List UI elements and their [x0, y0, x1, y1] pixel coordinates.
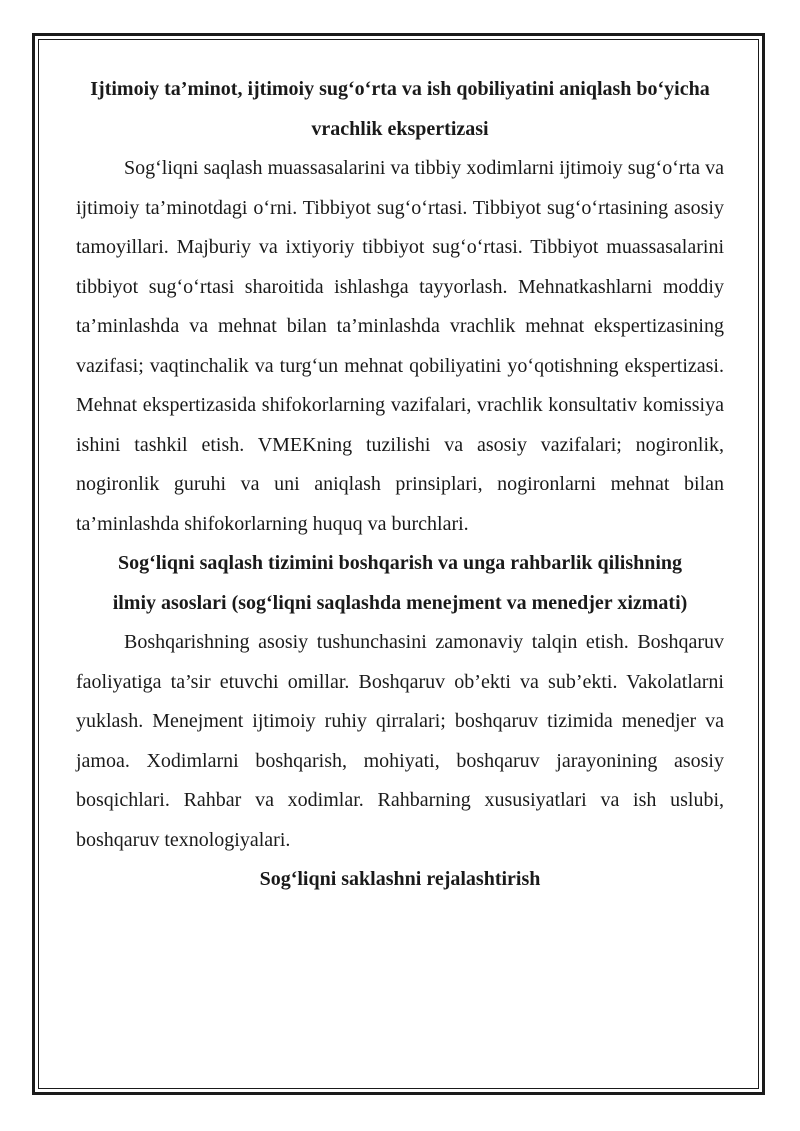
section-3-heading: Sog‘liqni saklashni rejalashtirish — [259, 868, 541, 890]
section-2-paragraph: Boshqarishning asosiy tushunchasini zamonaviy talqin etish. Boshqaruv faoliyatiga ta’sir etuvchi omillar. Boshqaruv ob’ekti va sub’ekti. Vakolatlarni yuklash. Menejment ijtimoiy ruhiy qirralari; boshqaruv tizimida menedjer va jamoa. Xodimlarni boshqarish, mohiyati, boshqaruv jarayonining asosiy bosqichlari. Rahbar va xodimlar. Rahbarning xususiyatlari va ish uslubi, boshqaruv texnologiyalari. — [76, 631, 724, 851]
section-1-paragraph: Sog‘liqni saqlash muassasalarini va tibbiy xodimlarni ijtimoiy sug‘o‘rta va ijtimoiy ta’minotdagi o‘rni. Tibbiyot sug‘o‘rtasi. Tibbiyot sug‘o‘rtasining asosiy tamoyillari. Majburiy va ixtiyoriy tibbiyot sug‘o‘rtasi. Tibbiyot muassasalarini tibbiyot sug‘o‘rtasi sharoitida ishlashga tayyorlash. Mehnatkashlarni moddiy ta’minlashda va mehnat bilan ta’minlashda vrachlik mehnat ekspertizasining vazifasi; vaqtinchalik va turg‘un mehnat qobiliyatini yo‘qotishning ekspertizasi. Mehnat ekspertizasida shifokorlarning vazifalari, vrachlik konsultativ komissiya ishini tashkil etish. VMEKning tuzilishi va asosiy vazifalari; nogironlik, nogironlik guruhi va uni aniqlash prinsiplari, nogironlarni mehnat bilan ta’minlashda shifokorlarning huquq va burchlari. — [76, 157, 724, 535]
section-2-heading: Sog‘liqni saqlash tizimini boshqarish va unga rahbarlik qilishning ilmiy asoslari (sog‘liqni saqlashda menejment va menedjer xizmati) — [112, 552, 688, 614]
section-1-heading: Ijtimoiy ta’minot, ijtimoiy sug‘o‘rta va ish qobiliyatini aniqlash bo‘yicha vrachlik ekspertizasi — [90, 78, 710, 140]
document-body — [76, 70, 724, 900]
